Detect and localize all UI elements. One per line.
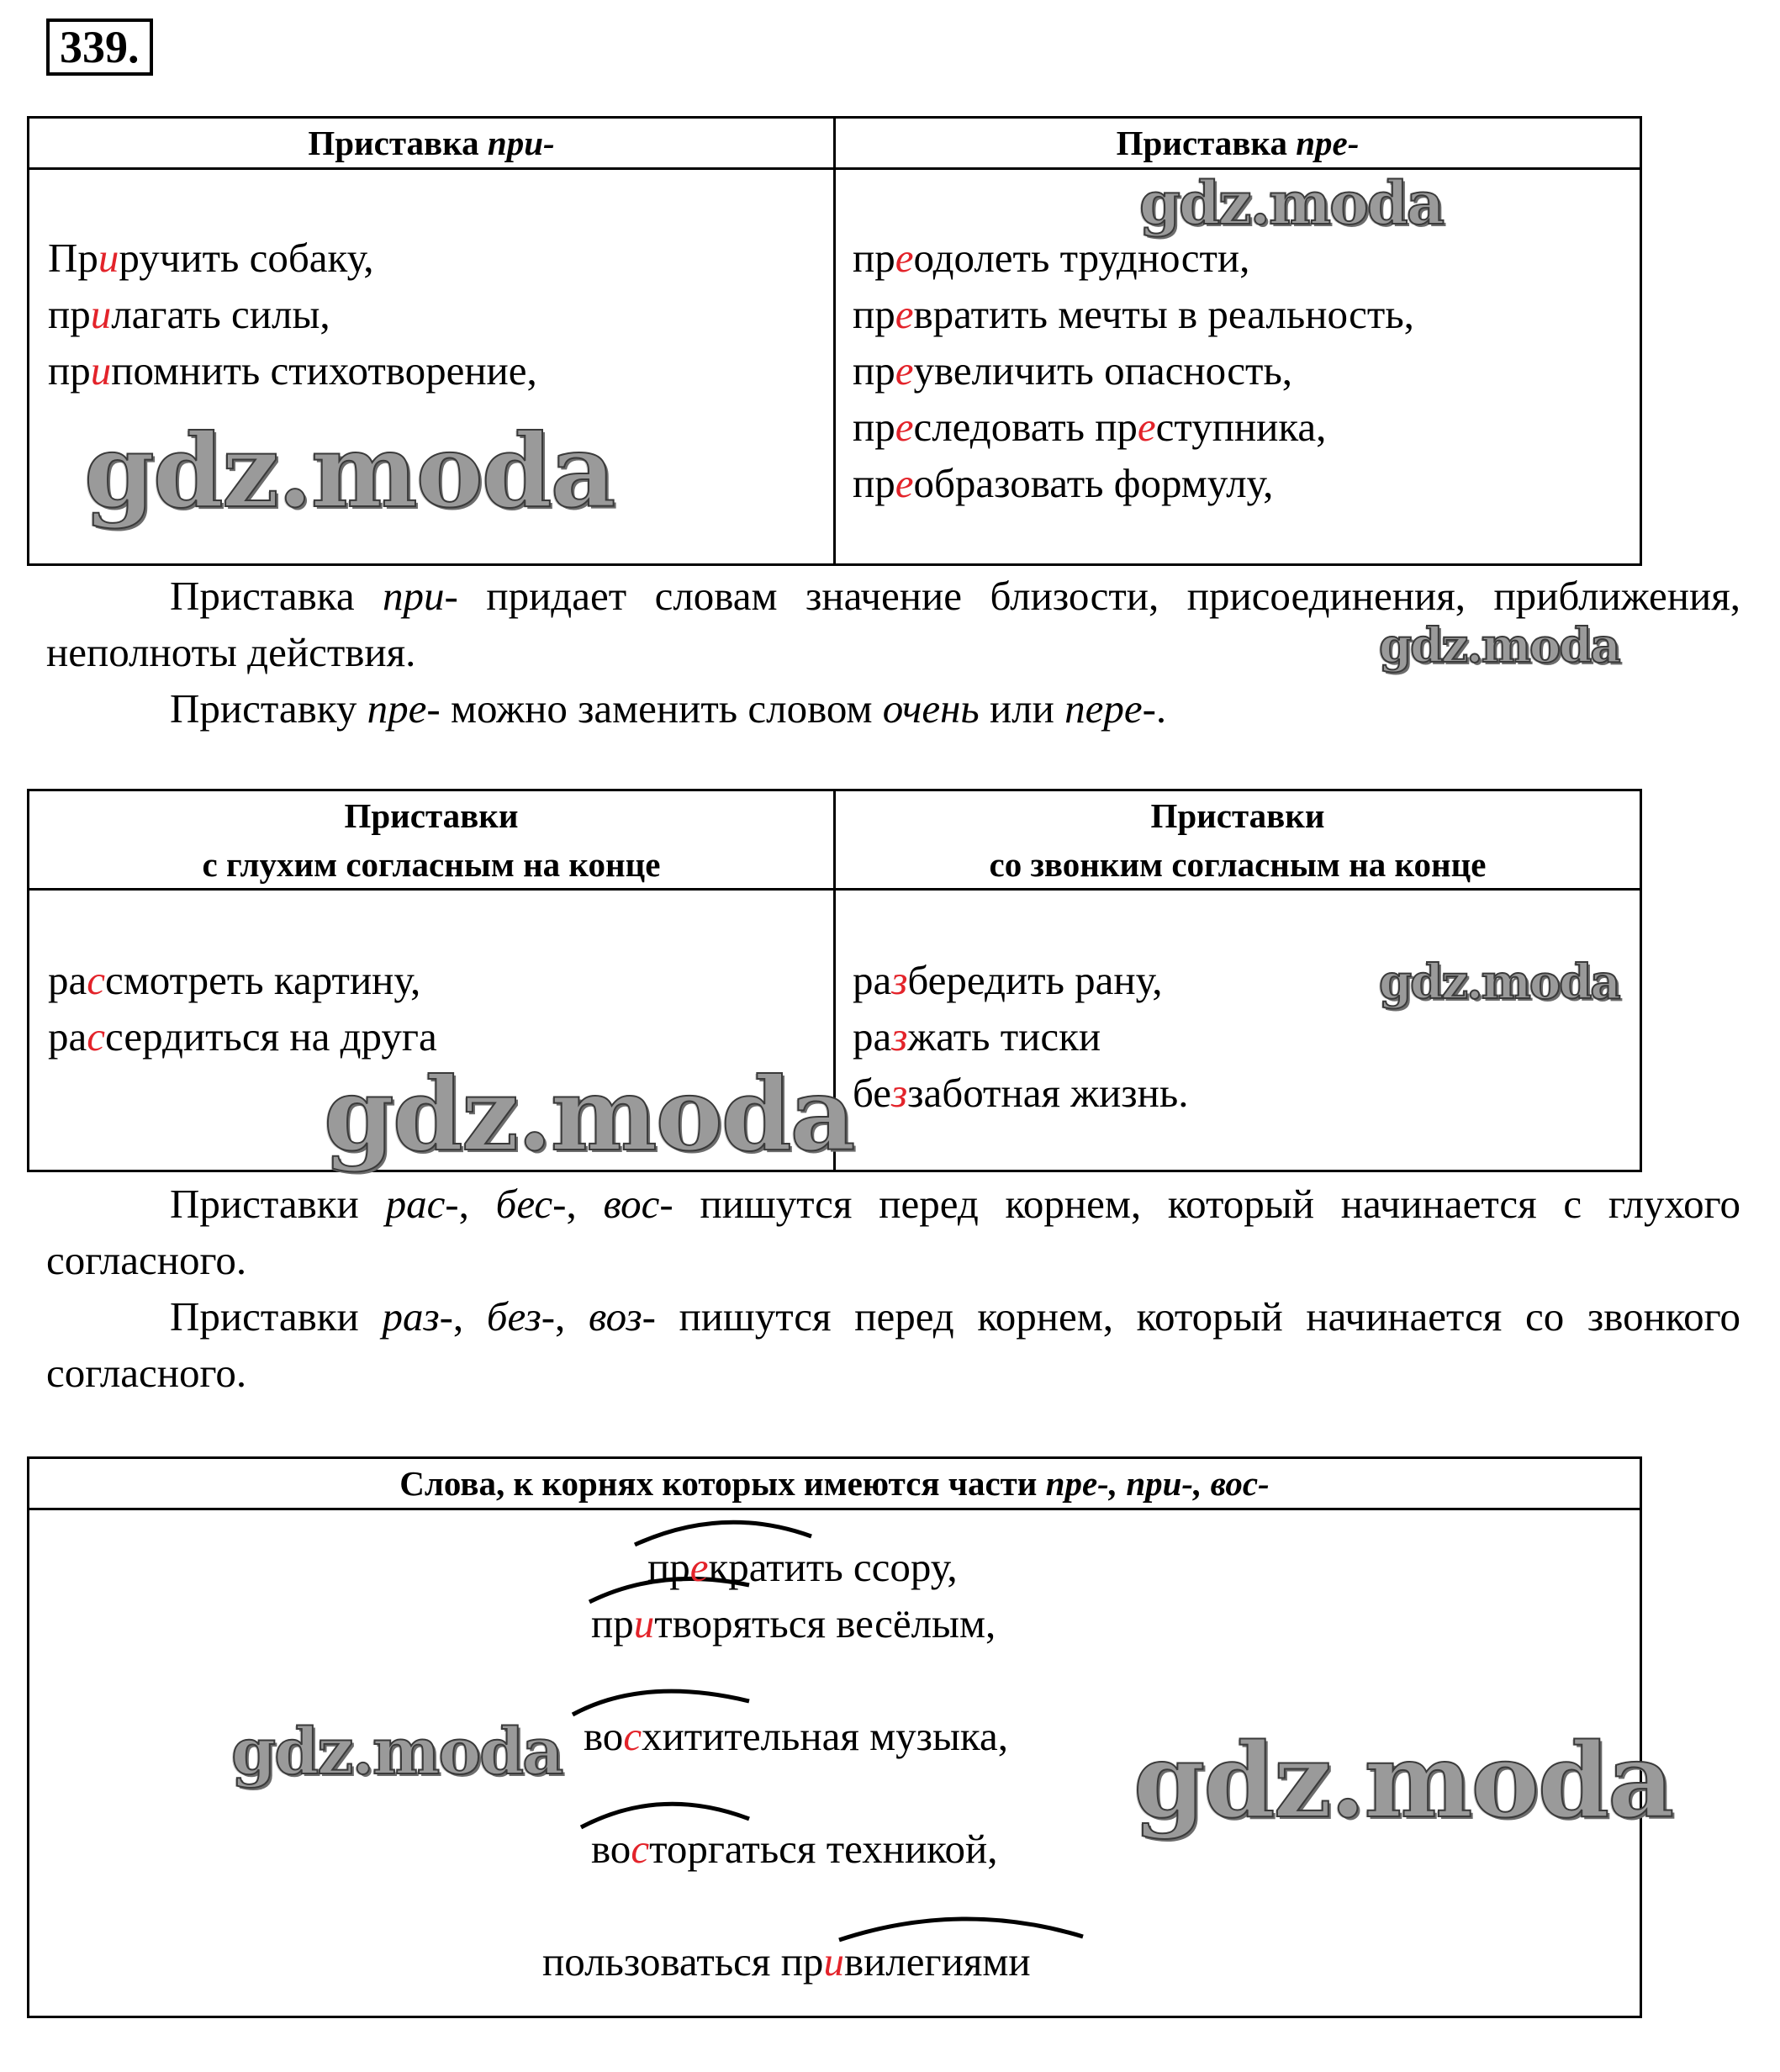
voiceless-example-2: рассердиться на друга [48, 1013, 437, 1060]
root-example-2: притворяться весёлым, [591, 1600, 996, 1646]
pri-example-3: припомнить стихотворение, [48, 347, 537, 394]
root-example-1: прекратить ссору, [647, 1544, 958, 1590]
pri-example-2: прилагать силы, [48, 291, 330, 337]
watermark: gdz.moda [84, 412, 615, 531]
watermark: gdz.moda [1139, 168, 1444, 238]
voiced-example-1: разбередить рану, [853, 957, 1163, 1003]
voiced-example-3: беззаботная жизнь. [853, 1070, 1189, 1116]
pre-example-5: преобразовать формулу, [853, 460, 1274, 506]
watermark: gdz.moda [324, 1055, 854, 1174]
rule-pre: Приставку пре- можно заменить словом очень или пере-. [170, 685, 1167, 732]
rule-voiced: Приставки раз-, без-, воз- пишутся перед корнем, который начинается со звонкого согласного. [46, 1293, 1740, 1396]
pre-example-3: преувеличить опасность, [853, 347, 1293, 394]
rule-voiceless: Приставки рас-, бес-, вос- пишутся перед корнем, который начинается с глухого согласного. [46, 1181, 1740, 1283]
header-pre: Приставка пре- [1116, 124, 1360, 162]
pre-example-4: преследовать преступника, [853, 404, 1327, 450]
header-roots: Слова, к корнях которых имеются части пре-, при-, вос- [399, 1464, 1270, 1503]
header-voiceless: Приставки с глухим согласным на конце [202, 796, 661, 884]
watermark: gdz.moda [1379, 954, 1619, 1010]
root-example-4: восторгаться техникой, [591, 1826, 998, 1872]
header-voiced: Приставки со звонким согласным на конце [989, 796, 1487, 884]
watermark: gdz.moda [1379, 618, 1619, 674]
pri-example-1: Приручить собаку, [48, 235, 374, 281]
voiced-example-2: разжать тиски [853, 1013, 1101, 1060]
voiceless-example-1: рассмотреть картину, [48, 957, 421, 1003]
root-example-3: восхитительная музыка, [584, 1713, 1008, 1759]
pre-example-2: превратить мечты в реальность, [853, 291, 1414, 337]
watermark: gdz.moda [231, 1714, 563, 1789]
rule-pri: Приставка при- придает словам значение близости, присоединения, приближения, неполноты действия. [46, 573, 1740, 675]
task-number: 339. [46, 18, 153, 76]
table-roots [27, 1456, 1642, 2018]
pre-example-1: преодолеть трудности, [853, 235, 1250, 281]
table-pri-pre [27, 116, 1642, 566]
header-pri: Приставка при- [308, 124, 555, 162]
watermark: gdz.moda [1133, 1720, 1673, 1841]
table-voiced-voiceless [27, 789, 1642, 1172]
root-example-5: пользоваться привилегиями [542, 1938, 1031, 1985]
